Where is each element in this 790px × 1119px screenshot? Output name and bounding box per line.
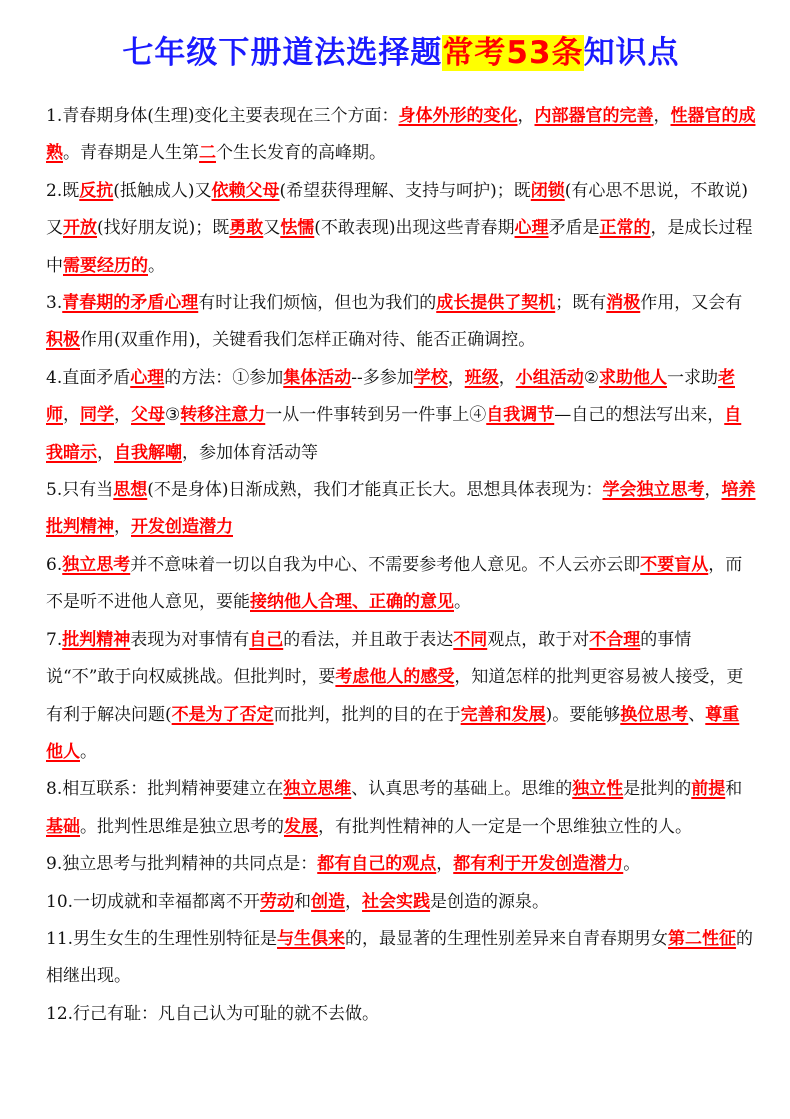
body-text: 4.直面矛盾 — [46, 367, 131, 388]
knowledge-point-item — [46, 173, 756, 285]
key-term: 尊重他人 — [46, 704, 740, 762]
knowledge-point-item — [46, 884, 756, 921]
body-text: (不是身体)日渐成熟，我们才能真正长大。思想具体表现为： — [147, 480, 603, 501]
key-term: 换位思考 — [620, 704, 689, 725]
key-term: 班级 — [464, 367, 499, 388]
body-text: 1.青春期身体(生理)变化主要表现在三个方面： — [46, 106, 399, 126]
key-term: 独立思维 — [283, 779, 352, 800]
knowledge-point-item — [46, 472, 756, 547]
body-text: ， — [345, 891, 363, 912]
body-text: ，是成长过程中 — [46, 218, 753, 276]
body-text: 。 — [80, 741, 97, 762]
key-term: 不是为了否定 — [171, 704, 274, 725]
key-term: 正常的 — [599, 218, 651, 239]
body-text: 的，最显著的生理性别差异来自青春期男女 — [345, 928, 669, 949]
body-text: 一求助 — [666, 367, 718, 388]
key-term: 自我解嘲 — [114, 442, 182, 463]
key-term: 独立性 — [572, 779, 624, 800]
key-term: 老师 — [46, 367, 735, 426]
body-text: 5.只有当 — [46, 480, 114, 501]
body-text: (有心思不思说，不敢说)又 — [46, 180, 749, 239]
body-text: ，参加体育活动等 — [182, 442, 318, 463]
title-part-1: 七年级下册道法选择题 — [122, 35, 443, 71]
body-text: 。青春期是人生第 — [63, 143, 199, 164]
key-term: 心理 — [514, 218, 549, 239]
body-text: 个生长发育的高峰期。 — [216, 143, 386, 164]
key-term: 积极 — [46, 330, 80, 351]
key-term: 不要盲从 — [640, 554, 709, 575]
body-text: 一从一件事转到另一件事上④ — [265, 405, 487, 426]
key-term: 都有利于开发创造潜力 — [453, 854, 624, 875]
key-term: 接纳他人合理、正确的意见 — [250, 592, 454, 613]
key-term: 创造 — [311, 891, 346, 912]
key-term: 开发创造潜力 — [131, 517, 233, 538]
body-text: 矛盾是 — [548, 218, 600, 239]
key-term: 完善和发展 — [460, 704, 546, 725]
key-term: 与生俱来 — [277, 928, 346, 949]
body-text: 作用，又会有 — [640, 293, 743, 314]
body-text: 。 — [454, 592, 471, 613]
knowledge-point-item — [46, 285, 756, 360]
key-term: 身体外形的变化 — [398, 106, 518, 126]
body-text: 。批判性思维是独立思考的 — [80, 816, 284, 837]
page-title — [46, 30, 756, 76]
body-text: 有时让我们烦恼，但也为我们的 — [198, 293, 437, 314]
body-text: 是创造的源泉。 — [430, 891, 550, 912]
body-text: 。 — [148, 255, 165, 276]
body-text: 表现为对事情有 — [130, 629, 250, 650]
body-text: 、 — [688, 704, 706, 725]
key-term: 不同 — [453, 629, 488, 650]
knowledge-point-item — [46, 996, 756, 1033]
key-term: 批判精神 — [62, 629, 131, 650]
body-text: ， — [517, 106, 535, 126]
knowledge-point-item — [46, 360, 756, 472]
key-term: 考虑他人的感受 — [335, 667, 455, 688]
key-term: 心理 — [130, 367, 165, 388]
body-text: ， — [447, 367, 465, 388]
key-term: 不合理 — [589, 629, 641, 650]
body-text: ② — [583, 367, 599, 388]
key-term: 内部器官的完善 — [534, 106, 654, 126]
key-term: 需要经历的 — [63, 255, 148, 276]
body-text: 6. — [46, 554, 63, 575]
key-term: 发展 — [284, 816, 318, 837]
key-term: 独立思考 — [62, 554, 131, 575]
body-text: 12.行己有耻：凡自己认为可耻的就不去做。 — [46, 1003, 380, 1024]
body-text: ， — [97, 442, 114, 463]
key-term: 同学 — [80, 405, 114, 426]
body-text: ，而不是听不进他人意见，要能 — [46, 554, 743, 613]
body-text: ， — [498, 367, 516, 388]
key-term: 消极 — [606, 293, 641, 314]
body-text: )。要能够 — [545, 704, 621, 725]
body-text: 的相继出现。 — [46, 928, 754, 987]
body-text: 10.一切成就和幸福都离不开 — [46, 891, 261, 912]
key-term: 自我暗示 — [46, 405, 742, 463]
body-text: (找好朋友说)；既 — [97, 218, 230, 239]
body-text: ， — [114, 517, 131, 538]
body-text: ， — [653, 106, 671, 126]
key-term: 怯懦 — [280, 218, 315, 239]
key-term: 转移注意力 — [180, 405, 266, 426]
key-term: 基础 — [46, 816, 80, 837]
body-text: 观点，敢于对 — [487, 629, 590, 650]
body-text: 7. — [46, 629, 63, 650]
body-text: ，知道怎样的批判更容易被人接受，更有利于解决问题( — [46, 667, 744, 725]
body-text: —自己的想法写出来， — [554, 405, 725, 426]
body-text: ③ — [165, 405, 181, 426]
key-term: 学校 — [413, 367, 448, 388]
body-text: 的看法，并且敢于表达 — [283, 629, 454, 650]
body-text: 8.相互联系：批判精神要建立在 — [46, 779, 284, 800]
key-term: 青春期的矛盾心理 — [62, 293, 199, 314]
body-text: ，有批判性精神的人一定是一个思维独立性的人。 — [318, 816, 692, 837]
knowledge-point-item — [46, 547, 756, 622]
key-term: 都有自己的观点 — [317, 854, 437, 875]
key-term: 成长提供了契机 — [436, 293, 556, 314]
body-text: (不敢表现)出现这些青春期 — [314, 218, 515, 239]
body-text: (抵触成人)又 — [113, 180, 212, 201]
body-text: 的事情说“不”敢于向权威挑战。但批判时，要 — [46, 629, 692, 688]
key-term: 第二性征 — [668, 928, 737, 949]
key-term: 依赖父母 — [211, 180, 280, 201]
body-text: 。 — [623, 854, 641, 875]
body-text: ；既有 — [555, 293, 607, 314]
knowledge-point-item — [46, 771, 756, 846]
body-text: 2.既 — [46, 180, 80, 201]
key-term: 小组活动 — [515, 367, 584, 388]
key-term: 性器官的成熟 — [46, 106, 756, 164]
body-text: 9.独立思考与批判精神的共同点是： — [46, 854, 318, 875]
body-text: 和 — [294, 891, 312, 912]
key-term: 劳动 — [260, 891, 295, 912]
body-text: ， — [114, 405, 131, 426]
body-text: ， — [63, 405, 80, 426]
body-text: 是批判的 — [623, 779, 692, 800]
key-term: 思想 — [113, 480, 148, 501]
body-text: ， — [436, 854, 454, 875]
body-text: 3. — [46, 293, 63, 314]
body-text: --多参加 — [351, 367, 414, 388]
knowledge-point-item — [46, 622, 756, 772]
key-term: 父母 — [131, 405, 165, 426]
body-text: 作用(双重作用)，关键看我们怎样正确对待、能否正确调控。 — [80, 330, 536, 351]
key-term: 学会独立思考 — [602, 480, 705, 501]
knowledge-point-item — [46, 921, 756, 996]
body-text: 并不意味着一切以自我为中心、不需要参考他人意见。不人云亦云即 — [130, 554, 641, 575]
knowledge-point-list — [46, 98, 756, 1033]
key-term: 反抗 — [79, 180, 114, 201]
key-term: 社会实践 — [362, 891, 431, 912]
title-highlight: 常考53条 — [442, 35, 584, 71]
key-term: 求助他人 — [598, 367, 667, 388]
knowledge-point-item — [46, 98, 756, 173]
body-text: ， — [704, 480, 722, 501]
key-term: 二 — [199, 143, 216, 164]
key-term: 开放 — [63, 218, 97, 239]
key-term: 自己 — [249, 629, 284, 650]
body-text: 而批判，批判的目的在于 — [273, 704, 461, 725]
key-term: 勇敢 — [229, 218, 264, 239]
key-term: 闭锁 — [530, 180, 565, 201]
title-part-2: 知识点 — [583, 35, 680, 71]
body-text: 11.男生女生的生理性别特征是 — [46, 928, 278, 949]
key-term: 集体活动 — [283, 367, 352, 388]
key-term: 前提 — [691, 779, 726, 800]
body-text: 的方法：①参加 — [164, 367, 284, 388]
body-text: 、认真思考的基础上。思维的 — [351, 779, 573, 800]
key-term: 自我调节 — [486, 405, 555, 426]
body-text: 又 — [263, 218, 281, 239]
knowledge-point-item — [46, 846, 756, 883]
body-text: 和 — [725, 779, 743, 800]
body-text: (希望获得理解、支持与呵护)；既 — [279, 180, 531, 201]
key-term: 培养批判精神 — [46, 480, 756, 538]
